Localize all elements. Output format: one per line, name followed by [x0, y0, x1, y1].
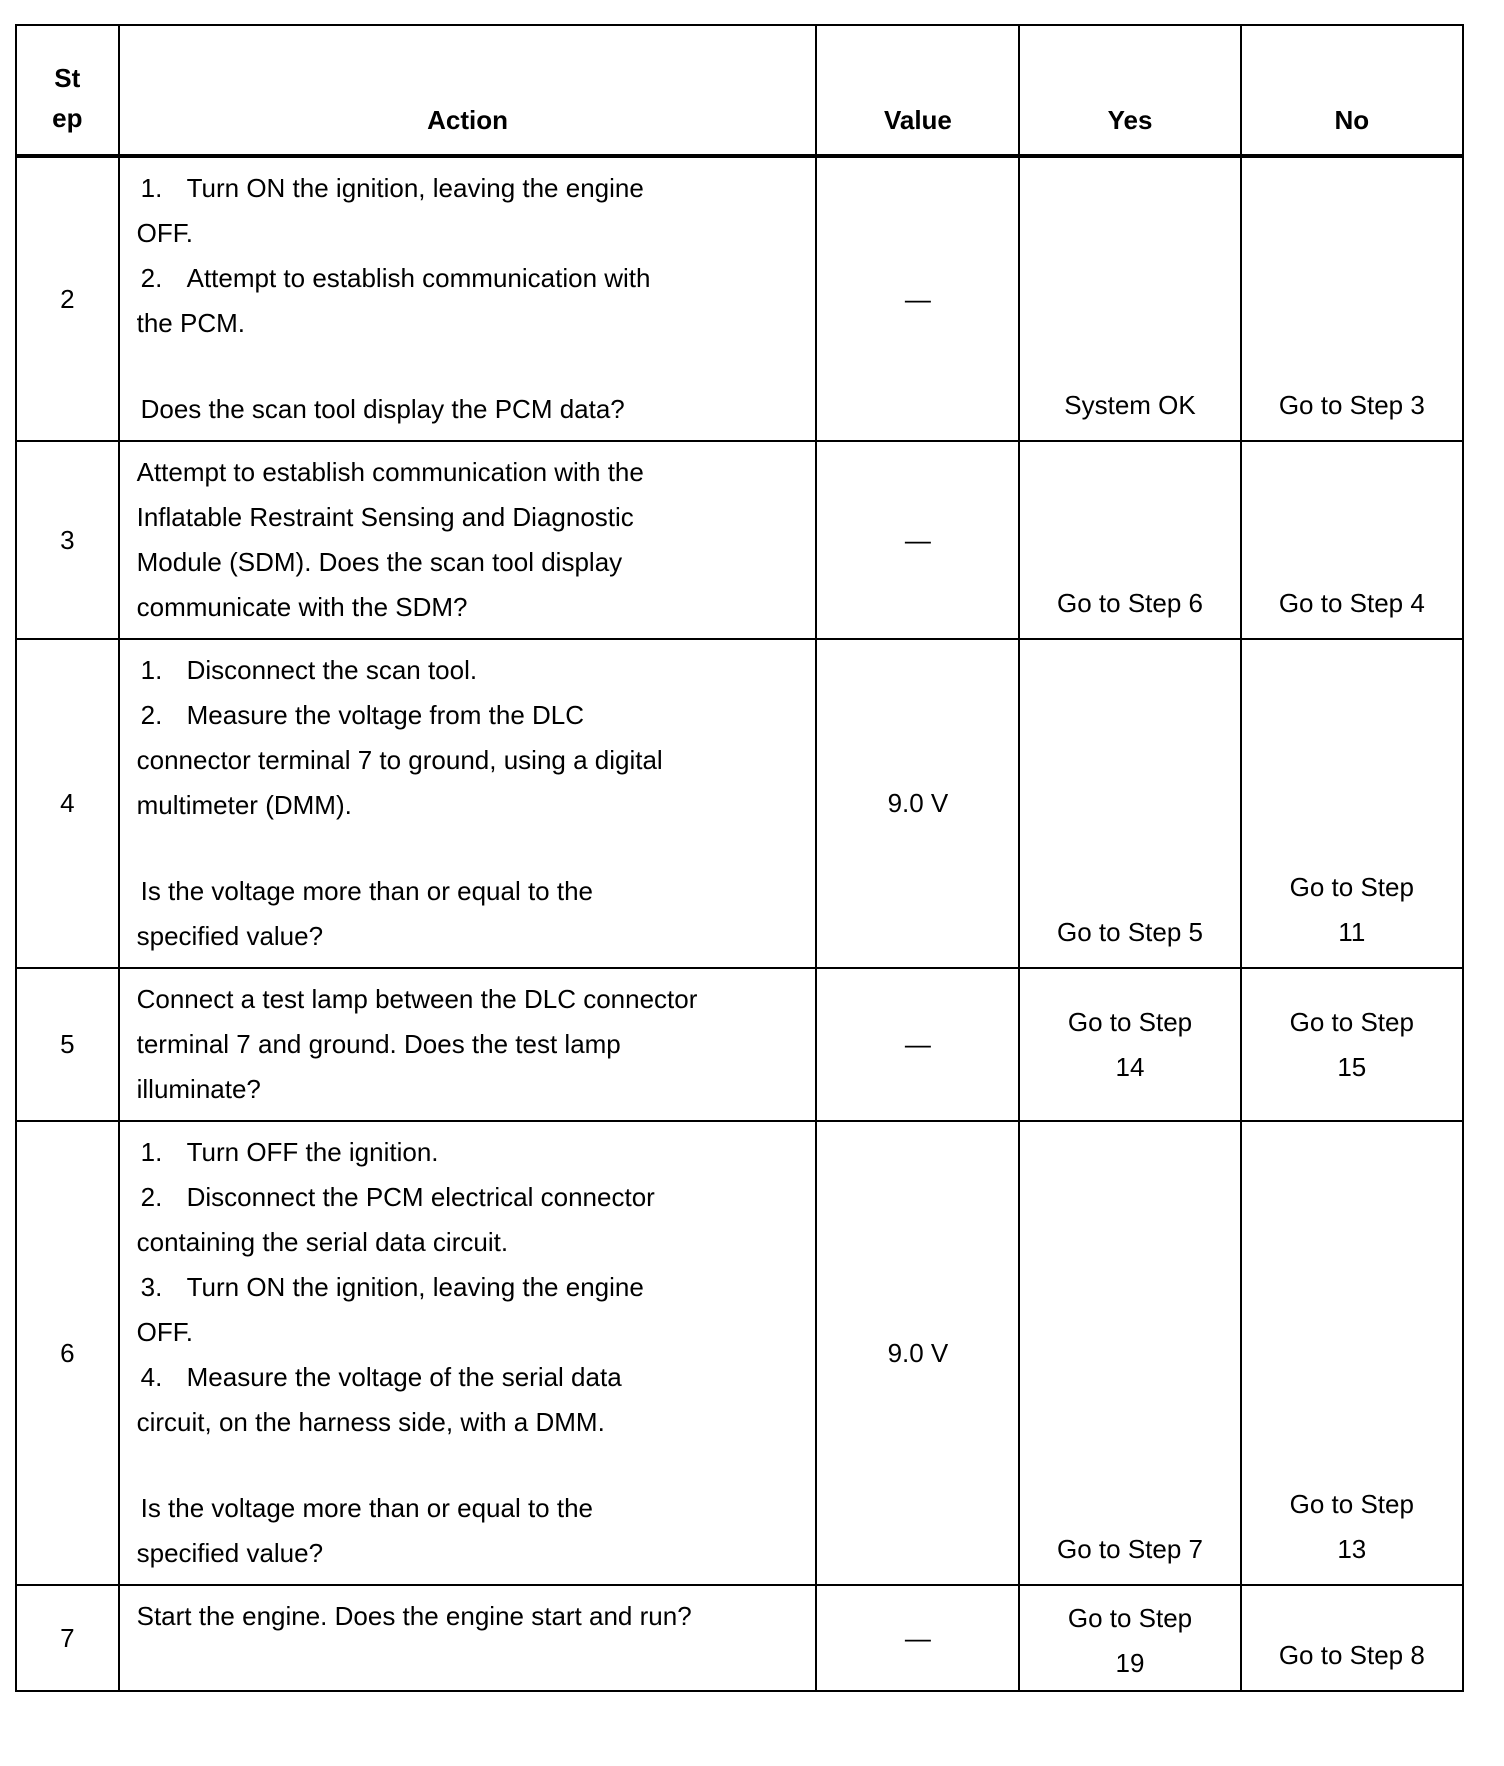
- action-question: Is the voltage more than or equal to the: [140, 876, 594, 906]
- table-row: [16, 968, 1463, 1121]
- action-text: Attempt to establish communication with: [186, 263, 651, 293]
- table-row: [16, 156, 1463, 441]
- step-number: 5: [16, 968, 119, 1121]
- yes-cell: Go to Step 6: [1019, 441, 1240, 639]
- yes-cell: Go to Step 5: [1019, 639, 1240, 968]
- value-cell: —: [816, 156, 1019, 441]
- action-text: Module (SDM). Does the scan tool display: [136, 547, 623, 577]
- header-action: Action: [119, 25, 817, 156]
- list-number: 2.: [140, 700, 163, 730]
- no-cell: Go to Step 3: [1241, 156, 1463, 441]
- action-cell: [119, 441, 817, 639]
- list-number: 4.: [140, 1362, 163, 1392]
- step-number: 6: [16, 1121, 119, 1585]
- action-question: Is the voltage more than or equal to the: [140, 1493, 594, 1523]
- list-number: 3.: [140, 1272, 163, 1302]
- action-question: specified value?: [136, 921, 324, 951]
- action-text: Turn OFF the ignition.: [186, 1137, 439, 1167]
- yes-cell: Go to Step 19: [1019, 1585, 1240, 1691]
- value-cell: 9.0 V: [816, 639, 1019, 968]
- header-row: [16, 25, 1463, 156]
- list-number: 1.: [140, 1137, 163, 1167]
- action-question: specified value?: [136, 1538, 324, 1568]
- action-cell: [119, 639, 817, 968]
- no-cell: Go to Step 4: [1241, 441, 1463, 639]
- step-number: 2: [16, 156, 119, 441]
- action-text: multimeter (DMM).: [136, 790, 352, 820]
- step-number: 7: [16, 1585, 119, 1691]
- list-number: 1.: [140, 655, 163, 685]
- action-text: OFF.: [136, 218, 193, 248]
- action-cell: [119, 968, 817, 1121]
- action-text: Inflatable Restraint Sensing and Diagnostic: [136, 502, 634, 532]
- action-text: Turn ON the ignition, leaving the engine: [186, 173, 644, 203]
- header-no: No: [1241, 25, 1463, 156]
- action-text: connector terminal 7 to ground, using a digital: [136, 745, 663, 775]
- step-number: 4: [16, 639, 119, 968]
- yes-cell: Go to Step 14: [1019, 968, 1240, 1121]
- table-row: [16, 1121, 1463, 1585]
- list-number: 2.: [140, 263, 163, 293]
- value-cell: —: [816, 441, 1019, 639]
- action-text: terminal 7 and ground. Does the test lamp: [136, 1029, 621, 1059]
- action-text: circuit, on the harness side, with a DMM.: [136, 1407, 605, 1437]
- list-number: 1.: [140, 173, 163, 203]
- no-cell: Go to Step 15: [1241, 968, 1463, 1121]
- value-cell: —: [816, 1585, 1019, 1691]
- diagnostic-table: [15, 24, 1464, 1692]
- action-text: Disconnect the scan tool.: [186, 655, 478, 685]
- action-text: Measure the voltage from the DLC: [186, 700, 585, 730]
- action-text: illuminate?: [136, 1074, 261, 1104]
- header-yes: Yes: [1019, 25, 1240, 156]
- header-value: Value: [816, 25, 1019, 156]
- action-cell: [119, 1585, 817, 1691]
- action-text: Attempt to establish communication with the: [136, 457, 644, 487]
- action-text: containing the serial data circuit.: [136, 1227, 509, 1257]
- action-text: Disconnect the PCM electrical connector: [186, 1182, 655, 1212]
- step-number: 3: [16, 441, 119, 639]
- table-row: [16, 441, 1463, 639]
- no-cell: Go to Step 11: [1241, 639, 1463, 968]
- value-cell: 9.0 V: [816, 1121, 1019, 1585]
- list-number: 2.: [140, 1182, 163, 1212]
- value-cell: —: [816, 968, 1019, 1121]
- action-text: communicate with the SDM?: [136, 592, 468, 622]
- action-cell: [119, 156, 817, 441]
- action-text: Turn ON the ignition, leaving the engine: [186, 1272, 644, 1302]
- no-cell: Go to Step 13: [1241, 1121, 1463, 1585]
- table-row: [16, 639, 1463, 968]
- action-text: the PCM.: [136, 308, 245, 338]
- table-row: [16, 1585, 1463, 1691]
- yes-cell: Go to Step 7: [1019, 1121, 1240, 1585]
- action-cell: [119, 1121, 817, 1585]
- no-cell: Go to Step 8: [1241, 1585, 1463, 1691]
- action-text: Measure the voltage of the serial data: [186, 1362, 622, 1392]
- action-text: OFF.: [136, 1317, 193, 1347]
- yes-cell: System OK: [1019, 156, 1240, 441]
- header-step: St ep: [16, 25, 119, 156]
- action-text: Start the engine. Does the engine start and run?: [136, 1601, 692, 1631]
- action-question: Does the scan tool display the PCM data?: [140, 394, 625, 424]
- action-text: Connect a test lamp between the DLC connector: [136, 984, 698, 1014]
